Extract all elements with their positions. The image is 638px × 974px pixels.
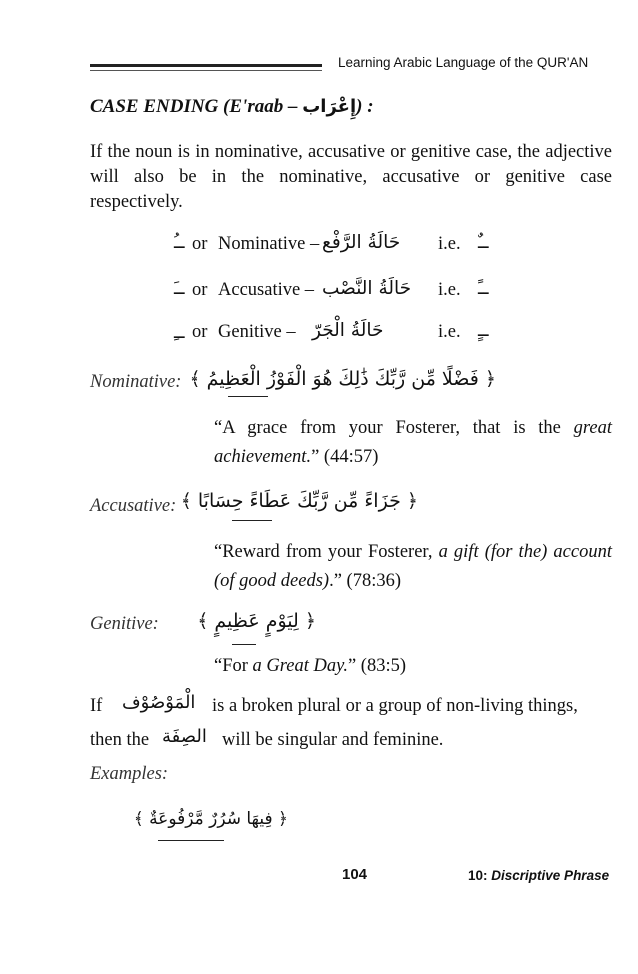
example-label-nominative: Nominative:	[90, 372, 182, 392]
case-mark-tanween: ــٌ	[478, 232, 489, 253]
chapter-title	[468, 868, 609, 883]
verse-translation	[214, 414, 612, 472]
header-rule	[90, 64, 322, 67]
verse-translation	[214, 538, 612, 596]
quran-verse: ﴿ فِيهَا سُرُرٌ مَّرْفُوعَةٌ ﴾	[133, 809, 288, 829]
chapter-name: Discriptive Phrase	[491, 868, 610, 883]
section-heading	[90, 96, 374, 118]
case-arabic: حَالَةُ الرَّفْع	[322, 232, 401, 253]
page-number: 104	[342, 866, 368, 883]
quran-verse: ﴿ فَضْلًا مِّن رَّبِّكَ ذَٰلِكَ هُوَ الْفَوْزُ الْعَظِيمُ ﴾	[189, 368, 496, 390]
case-mark-tanween: ــً	[478, 278, 489, 299]
verse-underline	[232, 644, 256, 645]
case-ie: i.e.	[438, 234, 461, 254]
case-arabic: حَالَةُ النَّصْب	[322, 278, 412, 299]
case-or: or	[192, 280, 208, 300]
case-mark: ــِ	[174, 322, 185, 343]
case-ie: i.e.	[438, 322, 461, 342]
verse-underline	[228, 396, 268, 397]
case-arabic: حَالَةُ الْجَرّ	[312, 320, 384, 341]
translation-ref: .” (78:36)	[329, 571, 402, 591]
heading-text-end: ) :	[356, 96, 374, 117]
header-rule-thin	[90, 70, 322, 71]
case-or: or	[192, 234, 208, 254]
verse-translation	[214, 652, 612, 681]
verse-underline	[158, 840, 224, 841]
chapter-number: 10:	[468, 868, 488, 883]
translation-italic: great achievement.	[214, 418, 612, 467]
plural-text: will be singular and feminine.	[222, 730, 444, 750]
plural-text: is a broken plural or a group of non-living things,	[212, 696, 578, 716]
case-mark-tanween: ــٍ	[478, 320, 489, 341]
plural-text: then the	[90, 730, 150, 750]
examples-label: Examples:	[90, 764, 169, 784]
case-name: Nominative –	[218, 234, 320, 254]
heading-arabic: إِعْرَاب	[302, 96, 357, 117]
intro-paragraph: If the noun is in nominative, accusative or genitive case, the adjective will also be in the nominative, accusative or genitive case respectively.	[90, 142, 612, 212]
translation-text: “For	[214, 656, 253, 676]
translation-italic: a Great Day.	[252, 656, 348, 676]
case-name: Accusative –	[218, 280, 315, 300]
case-or: or	[192, 322, 208, 342]
translation-text: “Reward from your Fosterer,	[214, 542, 439, 562]
heading-text: CASE ENDING (E'raab –	[90, 96, 303, 117]
case-name: Genitive –	[218, 322, 296, 342]
translation-ref: ” (44:57)	[311, 447, 379, 467]
example-label-accusative: Accusative:	[90, 496, 177, 516]
translation-text: “A grace from your Fosterer, that is the	[214, 418, 574, 438]
header-title: Learning Arabic Language of the QUR'AN	[338, 55, 589, 70]
translation-ref: ” (83:5)	[347, 656, 407, 676]
example-label-genitive: Genitive:	[90, 614, 159, 634]
verse-underline	[232, 520, 272, 521]
case-ie: i.e.	[438, 280, 461, 300]
translation-italic: a gift (for the) account (of good deeds)	[214, 542, 612, 591]
quran-verse: ﴿ لِيَوْمٍ عَظِيمٍ ﴾	[197, 610, 316, 632]
plural-text: If	[90, 696, 103, 716]
plural-arabic-sifah: الصِفَة	[162, 726, 207, 747]
case-mark: ــَ	[174, 278, 185, 299]
quran-verse: ﴿ جَزَاءً مِّن رَّبِّكَ عَطَاءً حِسَابًا ﴾	[180, 490, 418, 512]
plural-arabic-mawsoof: الْمَوْصُوْف	[122, 692, 196, 713]
case-mark: ــُ	[174, 232, 185, 253]
